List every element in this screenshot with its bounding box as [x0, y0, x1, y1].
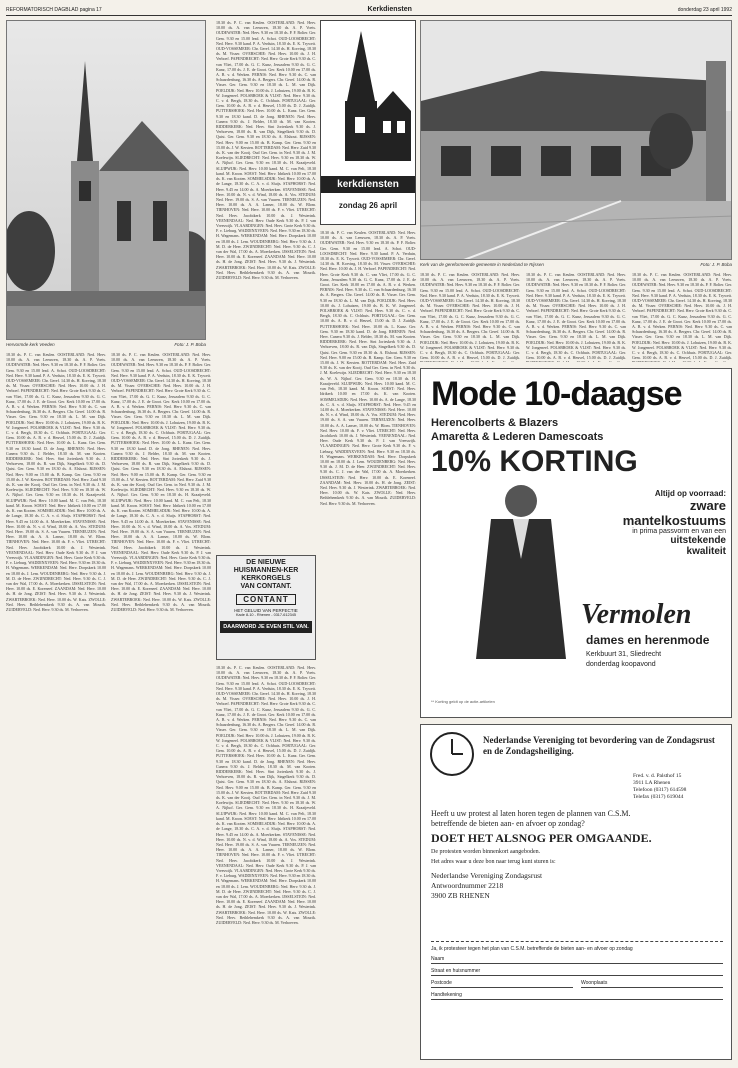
column-2: [111, 352, 211, 1060]
ad-contant-line3: KERKORGELS: [241, 575, 291, 582]
paper-name: REFORMATORISCH DAGBLAD pagina 17: [6, 6, 102, 13]
column-1: [6, 352, 106, 1060]
kerkdiensten-banner: [320, 20, 416, 225]
form-name-field[interactable]: [431, 952, 723, 964]
zondag-org2: Antwoordnummer 2218: [431, 881, 504, 890]
column-4: [320, 230, 416, 1060]
form-signature-field[interactable]: [431, 988, 723, 1000]
section-title: Kerkdiensten: [367, 6, 412, 13]
form-name-label: Naam: [431, 956, 445, 962]
caption-text-right: Kerk van de gereformeerde gemeente in Nederland te Rijssen: [420, 262, 544, 267]
column-3-text: 18.30 ds. P. C. van Keulen. OOSTERLAND: Ned. Herv. 10.00 ds. A. van Leeuwen, 18.30 ds. A. P. Voets. OUDEWATER: Ned. Herv. 9.30 en 18.30 ds. P. F. Bolier. Ger. Gem. 9.30 en 15.00 lezd. A. Schot. OUD-LOOSDRECHT: Ned. Herv. 9.30 kand. P. A. Verduin, 18.30 ds. E. K. Tryweit. OUD-VOSSEMEER: Chr. Geref. 14.30 ds. H. Korving, 18.30 ds. M. Visser. OVERSCHIE: Ned. Herv. 10.00 ds. J. H. Verboef. PAPENDRECHT: Ned. Herv. Grote Kerk 9.30 ds. C. van Vliet, 17.00 ds. G. C. Kunz, Jeruzalem 9.30 ds. G. C. Kunz, 17.00 ds. J. E. de Groot. Ger. Kerk 10.00 en 17.00 ds. A. B. v. d. Werken. PERNIS: Ned. Herv. 9.30 ds. C. van Schaardenburg, 16.30 ds. A. Bergers. Chr. Geref. 14.00 ds. R. Visser. Ger. Gem. 9.30 en 18.30 ds. L. M. van Dijk. POELDIJK: Ned. Herv. 10.00 ds. J. Lohuizen, 19.00 ds. B. K. W. Jongeneel. POLSBROEK & VLIST: Ned. Herv. 9.30 ds. C. v. d. Bergh, 18.30 ds. C. Ochhuis. PORTUGAAL: Ger. Gem. 10.00 ds. A. B. v. d. Heuvel, 15.00 ds. D. J. Zuidijk. PUTTERSHOEK: Ned. Herv. 10.00 ds. L. Kunz. Ger. Gem. 9.30 en 18.30 kand. D. de Jong. RHENEN: Ned. Herv. Cunera 9.30 ds. J. Belder, 18.30 ds. M. van Kooten. RIDDERKERK: Ned. Herv. Sint Jorieskerk 9.30 ds. J. Verhoeven, 18.00 ds. R. van Dijk, Singelkerk 9.30 ds. D. Quist. Ger. Gem. 9.30 en 18.30 ds. A. Elshout. RIJSSEN: Ned. Herv. 9.00 en 15.00 ds. B. Kamp. Ger. Gem. 9.30 en 15.00 ds. J. W. Kersten. ROTTERDAM: Ned. Herv. Zuid 9.30 ds. K. van der Kooij. Oud Ger. Gem. in Ned. 9.30 ds. J. M. Koelewijn. SLIEDRECHT: Ned. Herv. 9.30 en 18.30 ds. W. A. Nijhof. Ger. Gem. 9.30 en 18.30 ds. H. Kraaijeveld. SLUIPWIJK: Ned. Herv. 10.00 kand. M. C. van Pelt, 18.30 kand. M. Kroon. SOEST: Ned. Herv. Idrikerk 10.00 en 17.00 ds. K. van Kooten. SOMMELSDIJK: Ned. Herv. 10.00 ds. A. de Lange, 18.30 ds. C. A. v. d. Sluijs. STAPHORST: Ned. Herv. 9.45 en 14.00 ds. A. Moerkerken. STAVENISSE: Ned. Herv. 10.00 ds. N. v. d. Wind, 18.00 ds. A. Vos. STEDUM: Ned. Herv. 19.00 ds. S. A. van Vuuren. TERNEUZEN: Ned. Herv. 10.00 ds. A. A. Lanser, 18.00 ds. W. Blom. TIENHOVEN: Ned. Herv. 10.00 ds. F. v. Vliet. UTRECHT: Ned. Herv. Jacobikerk 10.00 ds. J. Westerink. VEENENDAAL: Ned. Herv. Oude Kerk 9.30 ds. P. J. van Vreeswijk. VLAARDINGEN: Ned. Herv. Grote Kerk 9.30 ds. F. v. Lieburg. WADDINXVEEN: Ned. Herv. 9.30 en 18.30 ds. H. Wagemans. WERKENDAM: Ned. Herv. Dorpskerk 10.00 en 18.00 ds. J. Lem. WOUDENBERG: Ned. Herv. 9.30 ds. J. M. D. de Heer. ZWIJNDRECHT: Ned. Herv. 9.30 ds. C. J. van der Wal, 17.00 ds. A. Moerkerken. IJSSELSTEIN: Ned. Herv. 10.00 ds. E. Koreneef. ZAANDAM: Ned. Herv. 10.00 ds. H. de Jong. ZEIST: Ned. Herv. 9.30 ds. J. Westerink. ZWARTEBROEK: Ned. Herv. 10.00 ds. W. Kats. ZWOLLE: Ned. Herv. Bethlehemkerk 9.30 ds. A. van Mourik. ZUIDERVELD: Ned. Herv. 9.30 ds. M. Verhoeven.: [216, 20, 316, 280]
zondag-fax: Telefax (0317) 619044: [633, 794, 684, 800]
church-photo-right: [420, 20, 732, 260]
vermolen-promo1: Altijd op voorraad:: [654, 489, 726, 498]
vermolen-promo2: zware mantelkostuums: [622, 498, 726, 528]
column-4-text: 18.30 ds. P. C. van Keulen. OOSTERLAND: Ned. Herv. 10.00 ds. A. van Leeuwen, 18.30 ds. A. P. Voets. OUDEWATER: Ned. Herv. 9.30 en 18.30 ds. P. F. Bolier. Ger. Gem. 9.30 en 15.00 lezd. A. Schot. OUD-LOOSDRECHT: Ned. Herv. 9.30 kand. P. A. Verduin, 18.30 ds. E. K. Tryweit. OUD-VOSSEMEER: Chr. Geref. 14.30 ds. H. Korving, 18.30 ds. M. Visser. OVERSCHIE: Ned. Herv. 10.00 ds. J. H. Verboef. PAPENDRECHT: Ned. Herv. Grote Kerk 9.30 ds. C. van Vliet, 17.00 ds. G. C. Kunz, Jeruzalem 9.30 ds. G. C. Kunz, 17.00 ds. J. E. de Groot. Ger. Kerk 10.00 en 17.00 ds. A. B. v. d. Werken. PERNIS: Ned. Herv. 9.30 ds. C. van Schaardenburg, 16.30 ds. A. Bergers. Chr. Geref. 14.00 ds. R. Visser. Ger. Gem. 9.30 en 18.30 ds. L. M. van Dijk. POELDIJK: Ned. Herv. 10.00 ds. J. Lohuizen, 19.00 ds. B. K. W. Jongeneel. POLSBROEK & VLIST: Ned. Herv. 9.30 ds. C. v. d. Bergh, 18.30 ds. C. Ochhuis. PORTUGAAL: Ger. Gem. 10.00 ds. A. B. v. d. Heuvel, 15.00 ds. D. J. Zuidijk. PUTTERSHOEK: Ned. Herv. 10.00 ds. L. Kunz. Ger. Gem. 9.30 en 18.30 kand. D. de Jong. RHENEN: Ned. Herv. Cunera 9.30 ds. J. Belder, 18.30 ds. M. van Kooten. RIDDERKERK: Ned. Herv. Sint Jorieskerk 9.30 ds. J. Verhoeven, 18.00 ds. R. van Dijk, Singelkerk 9.30 ds. D. Quist. Ger. Gem. 9.30 en 18.30 ds. A. Elshout. RIJSSEN: Ned. Herv. 9.00 en 15.00 ds. B. Kamp. Ger. Gem. 9.30 en 15.00 ds. J. W. Kersten. ROTTERDAM: Ned. Herv. Zuid 9.30 ds. K. van der Kooij. Oud Ger. Gem. in Ned. 9.30 ds. J. M. Koelewijn. SLIEDRECHT: Ned. Herv. 9.30 en 18.30 ds. W. A. Nijhof. Ger. Gem. 9.30 en 18.30 ds. H. Kraaijeveld. SLUIPWIJK: Ned. Herv. 10.00 kand. M. C. van Pelt, 18.30 kand. M. Kroon. SOEST: Ned. Herv. Idrikerk 10.00 en 17.00 ds. K. van Kooten. SOMMELSDIJK: Ned. Herv. 10.00 ds. A. de Lange, 18.30 ds. C. A. v. d. Sluijs. STAPHORST: Ned. Herv. 9.45 en 14.00 ds. A. Moerkerken. STAVENISSE: Ned. Herv. 10.00 ds. N. v. d. Wind, 18.00 ds. A. Vos. STEDUM: Ned. Herv. 19.00 ds. S. A. van Vuuren. TERNEUZEN: Ned. Herv. 10.00 ds. A. A. Lanser, 18.00 ds. W. Blom. TIENHOVEN: Ned. Herv. 10.00 ds. F. v. Vliet. UTRECHT: Ned. Herv. Jacobikerk 10.00 ds. J. Westerink. VEENENDAAL: Ned. Herv. Oude Kerk 9.30 ds. P. J. van Vreeswijk. VLAARDINGEN: Ned. Herv. Grote Kerk 9.30 ds. F. v. Lieburg. WADDINXVEEN: Ned. Herv. 9.30 en 18.30 ds. H. Wagemans. WERKENDAM: Ned. Herv. Dorpskerk 10.00 en 18.00 ds. J. Lem. WOUDENBERG: Ned. Herv. 9.30 ds. J. M. D. de Heer. ZWIJNDRECHT: Ned. Herv. 9.30 ds. C. J. van der Wal, 17.00 ds. A. Moerkerken. IJSSELSTEIN: Ned. Herv. 10.00 ds. E. Koreneef. ZAANDAM: Ned. Herv. 10.00 ds. H. de Jong. ZEIST: Ned. Herv. 9.30 ds. J. Westerink. ZWARTEBROEK: Ned. Herv. 10.00 ds. W. Kats. ZWOLLE: Ned. Herv. Bethlehemkerk 9.30 ds. A. van Mourik. ZUIDERVELD: Ned. Herv. 9.30 ds. M. Verhoeven.: [320, 230, 416, 506]
photo-left-caption: [6, 342, 206, 347]
column-3b-text: 18.30 ds. P. C. van Keulen. OOSTERLAND: Ned. Herv. 10.00 ds. A. van Leeuwen, 18.30 ds. A. P. Voets. OUDEWATER: Ned. Herv. 9.30 en 18.30 ds. P. F. Bolier. Ger. Gem. 9.30 en 15.00 lezd. A. Schot. OUD-LOOSDRECHT: Ned. Herv. 9.30 kand. P. A. Verduin, 18.30 ds. E. K. Tryweit. OUD-VOSSEMEER: Chr. Geref. 14.30 ds. H. Korving, 18.30 ds. M. Visser. OVERSCHIE: Ned. Herv. 10.00 ds. J. H. Verboef. PAPENDRECHT: Ned. Herv. Grote Kerk 9.30 ds. C. van Vliet, 17.00 ds. G. C. Kunz, Jeruzalem 9.30 ds. G. C. Kunz, 17.00 ds. J. E. de Groot. Ger. Kerk 10.00 en 17.00 ds. A. B. v. d. Werken. PERNIS: Ned. Herv. 9.30 ds. C. van Schaardenburg, 16.30 ds. A. Bergers. Chr. Geref. 14.00 ds. R. Visser. Ger. Gem. 9.30 en 18.30 ds. L. M. van Dijk. POELDIJK: Ned. Herv. 10.00 ds. J. Lohuizen, 19.00 ds. B. K. W. Jongeneel. POLSBROEK & VLIST: Ned. Herv. 9.30 ds. C. v. d. Bergh, 18.30 ds. C. Ochhuis. PORTUGAAL: Ger. Gem. 10.00 ds. A. B. v. d. Heuvel, 15.00 ds. D. J. Zuidijk. PUTTERSHOEK: Ned. Herv. 10.00 ds. L. Kunz. Ger. Gem. 9.30 en 18.30 kand. D. de Jong. RHENEN: Ned. Herv. Cunera 9.30 ds. J. Belder, 18.30 ds. M. van Kooten. RIDDERKERK: Ned. Herv. Sint Jorieskerk 9.30 ds. J. Verhoeven, 18.00 ds. R. van Dijk, Singelkerk 9.30 ds. D. Quist. Ger. Gem. 9.30 en 18.30 ds. A. Elshout. RIJSSEN: Ned. Herv. 9.00 en 15.00 ds. B. Kamp. Ger. Gem. 9.30 en 15.00 ds. J. W. Kersten. ROTTERDAM: Ned. Herv. Zuid 9.30 ds. K. van der Kooij. Oud Ger. Gem. in Ned. 9.30 ds. J. M. Koelewijn. SLIEDRECHT: Ned. Herv. 9.30 en 18.30 ds. W. A. Nijhof. Ger. Gem. 9.30 en 18.30 ds. H. Kraaijeveld. SLUIPWIJK: Ned. Herv. 10.00 kand. M. C. van Pelt, 18.30 kand. M. Kroon. SOEST: Ned. Herv. Idrikerk 10.00 en 17.00 ds. K. van Kooten. SOMMELSDIJK: Ned. Herv. 10.00 ds. A. de Lange, 18.30 ds. C. A. v. d. Sluijs. STAPHORST: Ned. Herv. 9.45 en 14.00 ds. A. Moerkerken. STAVENISSE: Ned. Herv. 10.00 ds. N. v. d. Wind, 18.00 ds. A. Vos. STEDUM: Ned. Herv. 19.00 ds. S. A. van Vuuren. TERNEUZEN: Ned. Herv. 10.00 ds. A. A. Lanser, 18.00 ds. W. Blom. TIENHOVEN: Ned. Herv. 10.00 ds. F. v. Vliet. UTRECHT: Ned. Herv. Jacobikerk 10.00 ds. J. Westerink. VEENENDAAL: Ned. Herv. Oude Kerk 9.30 ds. P. J. van Vreeswijk. VLAARDINGEN: Ned. Herv. Grote Kerk 9.30 ds. F. v. Lieburg. WADDINXVEEN: Ned. Herv. 9.30 en 18.30 ds. H. Wagemans. WERKENDAM: Ned. Herv. Dorpskerk 10.00 en 18.00 ds. J. Lem. WOUDENBERG: Ned. Herv. 9.30 ds. J. M. D. de Heer. ZWIJNDRECHT: Ned. Herv. 9.30 ds. C. J. van der Wal, 17.00 ds. A. Moerkerken. IJSSELSTEIN: Ned. Herv. 10.00 ds. E. Koreneef. ZAANDAM: Ned. Herv. 10.00 ds. H. de Jong. ZEIST: Ned. Herv. 9.30 ds. J. Westerink. ZWARTEBROEK: Ned. Herv. 10.00 ds. W. Kats. ZWOLLE: Ned. Herv. Bethlehemkerk 9.30 ds. A. van Mourik. ZUIDERVELD: Ned. Herv. 9.30 ds. M. Verhoeven.: [216, 665, 316, 925]
vermolen-sub2: Amaretta & Lederen Damescoats: [431, 431, 604, 443]
church-icon: [321, 21, 416, 171]
column-3b: [216, 665, 316, 1060]
form-place-field[interactable]: [581, 976, 723, 988]
zondag-addr2: 3911 LA Rhenen: [633, 780, 671, 786]
column-2-text: 18.30 ds. P. C. van Keulen. OOSTERLAND: Ned. Herv. 10.00 ds. A. van Leeuwen, 18.30 ds. A. P. Voets. OUDEWATER: Ned. Herv. 9.30 en 18.30 ds. P. F. Bolier. Ger. Gem. 9.30 en 15.00 lezd. A. Schot. OUD-LOOSDRECHT: Ned. Herv. 9.30 kand. P. A. Verduin, 18.30 ds. E. K. Tryweit. OUD-VOSSEMEER: Chr. Geref. 14.30 ds. H. Korving, 18.30 ds. M. Visser. OVERSCHIE: Ned. Herv. 10.00 ds. J. H. Verboef. PAPENDRECHT: Ned. Herv. Grote Kerk 9.30 ds. C. van Vliet, 17.00 ds. G. C. Kunz, Jeruzalem 9.30 ds. G. C. Kunz, 17.00 ds. J. E. de Groot. Ger. Kerk 10.00 en 17.00 ds. A. B. v. d. Werken. PERNIS: Ned. Herv. 9.30 ds. C. van Schaardenburg, 16.30 ds. A. Bergers. Chr. Geref. 14.00 ds. R. Visser. Ger. Gem. 9.30 en 18.30 ds. L. M. van Dijk. POELDIJK: Ned. Herv. 10.00 ds. J. Lohuizen, 19.00 ds. B. K. W. Jongeneel. POLSBROEK & VLIST: Ned. Herv. 9.30 ds. C. v. d. Bergh, 18.30 ds. C. Ochhuis. PORTUGAAL: Ger. Gem. 10.00 ds. A. B. v. d. Heuvel, 15.00 ds. D. J. Zuidijk. PUTTERSHOEK: Ned. Herv. 10.00 ds. L. Kunz. Ger. Gem. 9.30 en 18.30 kand. D. de Jong. RHENEN: Ned. Herv. Cunera 9.30 ds. J. Belder, 18.30 ds. M. van Kooten. RIDDERKERK: Ned. Herv. Sint Jorieskerk 9.30 ds. J. Verhoeven, 18.00 ds. R. van Dijk, Singelkerk 9.30 ds. D. Quist. Ger. Gem. 9.30 en 18.30 ds. A. Elshout. RIJSSEN: Ned. Herv. 9.00 en 15.00 ds. B. Kamp. Ger. Gem. 9.30 en 15.00 ds. J. W. Kersten. ROTTERDAM: Ned. Herv. Zuid 9.30 ds. K. van der Kooij. Oud Ger. Gem. in Ned. 9.30 ds. J. M. Koelewijn. SLIEDRECHT: Ned. Herv. 9.30 en 18.30 ds. W. A. Nijhof. Ger. Gem. 9.30 en 18.30 ds. H. Kraaijeveld. SLUIPWIJK: Ned. Herv. 10.00 kand. M. C. van Pelt, 18.30 kand. M. Kroon. SOEST: Ned. Herv. Idrikerk 10.00 en 17.00 ds. K. van Kooten. SOMMELSDIJK: Ned. Herv. 10.00 ds. A. de Lange, 18.30 ds. C. A. v. d. Sluijs. STAPHORST: Ned. Herv. 9.45 en 14.00 ds. A. Moerkerken. STAVENISSE: Ned. Herv. 10.00 ds. N. v. d. Wind, 18.00 ds. A. Vos. STEDUM: Ned. Herv. 19.00 ds. S. A. van Vuuren. TERNEUZEN: Ned. Herv. 10.00 ds. A. A. Lanser, 18.00 ds. W. Blom. TIENHOVEN: Ned. Herv. 10.00 ds. F. v. Vliet. UTRECHT: Ned. Herv. Jacobikerk 10.00 ds. J. Westerink. VEENENDAAL: Ned. Herv. Oude Kerk 9.30 ds. P. J. van Vreeswijk. VLAARDINGEN: Ned. Herv. Grote Kerk 9.30 ds. F. v. Lieburg. WADDINXVEEN: Ned. Herv. 9.30 en 18.30 ds. H. Wagemans. WERKENDAM: Ned. Herv. Dorpskerk 10.00 en 18.00 ds. J. Lem. WOUDENBERG: Ned. Herv. 9.30 ds. J. M. D. de Heer. ZWIJNDRECHT: Ned. Herv. 9.30 ds. C. J. van der Wal, 17.00 ds. A. Moerkerken. IJSSELSTEIN: Ned. Herv. 10.00 ds. E. Koreneef. ZAANDAM: Ned. Herv. 10.00 ds. H. de Jong. ZEIST: Ned. Herv. 9.30 ds. J. Westerink. ZWARTEBROEK: Ned. Herv. 10.00 ds. W. Kats. ZWOLLE: Ned. Herv. Bethlehemkerk 9.30 ds. A. van Mourik. ZUIDERVELD: Ned. Herv. 9.30 ds. M. Verhoeven.: [111, 352, 211, 612]
vermolen-discount: 10% KORTING: [431, 445, 638, 478]
ad-contant-organs: [216, 555, 316, 660]
ad-contant-line4: VAN CONTANT.: [240, 583, 292, 590]
zondag-title: Nederlandse Vereniging tot bevordering van de Zondagsrust en de Zondagsheiliging.: [483, 735, 715, 756]
vermolen-promo3: in prima passvorm en van een: [632, 528, 726, 535]
vermolen-brand-sub: dames en herenmode: [586, 633, 710, 647]
column-6: [526, 272, 626, 362]
vermolen-promo4: uitstekende: [670, 535, 726, 546]
zondag-phone: Telefoon (0317) 614598: [633, 787, 687, 793]
column-7-text: 18.30 ds. P. C. van Keulen. OOSTERLAND: Ned. Herv. 10.00 ds. A. van Leeuwen, 18.30 ds. A. P. Voets. OUDEWATER: Ned. Herv. 9.30 en 18.30 ds. P. F. Bolier. Ger. Gem. 9.30 en 15.00 lezd. A. Schot. OUD-LOOSDRECHT: Ned. Herv. 9.30 kand. P. A. Verduin, 18.30 ds. E. K. Tryweit. OUD-VOSSEMEER: Chr. Geref. 14.30 ds. H. Korving, 18.30 ds. M. Visser. OVERSCHIE: Ned. Herv. 10.00 ds. J. H. Verboef. PAPENDRECHT: Ned. Herv. Grote Kerk 9.30 ds. C. van Vliet, 17.00 ds. G. C. Kunz, Jeruzalem 9.30 ds. G. C. Kunz, 17.00 ds. J. E. de Groot. Ger. Kerk 10.00 en 17.00 ds. A. B. v. d. Werken. PERNIS: Ned. Herv. 9.30 ds. C. van Schaardenburg, 16.30 ds. A. Bergers. Chr. Geref. 14.00 ds. R. Visser. Ger. Gem. 9.30 en 18.30 ds. L. M. van Dijk. POELDIJK: Ned. Herv. 10.00 ds. J. Lohuizen, 19.00 ds. B. K. W. Jongeneel. POLSBROEK & VLIST: Ned. Herv. 9.30 ds. C. v. d. Bergh, 18.30 ds. C. Ochhuis. PORTUGAAL: Ger. Gem. 10.00 ds. A. B. v. d. Heuvel, 15.00 ds. D. J. Zuidijk.: [632, 272, 732, 361]
zondag-protest2: betreffende de bieten aan- en afvoer op zondag?: [431, 819, 585, 828]
ad-contant-line2: HUISMANNEN-KER: [233, 567, 299, 574]
column-7: [632, 272, 732, 362]
model-illustration: [461, 479, 581, 659]
ad-contant-line1: DE NIEUWE: [246, 559, 286, 566]
column-1-text: 18.30 ds. P. C. van Keulen. OOSTERLAND: Ned. Herv. 10.00 ds. A. van Leeuwen, 18.30 ds. A. P. Voets. OUDEWATER: Ned. Herv. 9.30 en 18.30 ds. P. F. Bolier. Ger. Gem. 9.30 en 15.00 lezd. A. Schot. OUD-LOOSDRECHT: Ned. Herv. 9.30 kand. P. A. Verduin, 18.30 ds. E. K. Tryweit. OUD-VOSSEMEER: Chr. Geref. 14.30 ds. H. Korving, 18.30 ds. M. Visser. OVERSCHIE: Ned. Herv. 10.00 ds. J. H. Verboef. PAPENDRECHT: Ned. Herv. Grote Kerk 9.30 ds. C. van Vliet, 17.00 ds. G. C. Kunz, Jeruzalem 9.30 ds. G. C. Kunz, 17.00 ds. J. E. de Groot. Ger. Kerk 10.00 en 17.00 ds. A. B. v. d. Werken. PERNIS: Ned. Herv. 9.30 ds. C. van Schaardenburg, 16.30 ds. A. Bergers. Chr. Geref. 14.00 ds. R. Visser. Ger. Gem. 9.30 en 18.30 ds. L. M. van Dijk. POELDIJK: Ned. Herv. 10.00 ds. J. Lohuizen, 19.00 ds. B. K. W. Jongeneel. POLSBROEK & VLIST: Ned. Herv. 9.30 ds. C. v. d. Bergh, 18.30 ds. C. Ochhuis. PORTUGAAL: Ger. Gem. 10.00 ds. A. B. v. d. Heuvel, 15.00 ds. D. J. Zuidijk. PUTTERSHOEK: Ned. Herv. 10.00 ds. L. Kunz. Ger. Gem. 9.30 en 18.30 kand. D. de Jong. RHENEN: Ned. Herv. Cunera 9.30 ds. J. Belder, 18.30 ds. M. van Kooten. RIDDERKERK: Ned. Herv. Sint Jorieskerk 9.30 ds. J. Verhoeven, 18.00 ds. R. van Dijk, Singelkerk 9.30 ds. D. Quist. Ger. Gem. 9.30 en 18.30 ds. A. Elshout. RIJSSEN: Ned. Herv. 9.00 en 15.00 ds. B. Kamp. Ger. Gem. 9.30 en 15.00 ds. J. W. Kersten. ROTTERDAM: Ned. Herv. Zuid 9.30 ds. K. van der Kooij. Oud Ger. Gem. in Ned. 9.30 ds. J. M. Koelewijn. SLIEDRECHT: Ned. Herv. 9.30 en 18.30 ds. W. A. Nijhof. Ger. Gem. 9.30 en 18.30 ds. H. Kraaijeveld. SLUIPWIJK: Ned. Herv. 10.00 kand. M. C. van Pelt, 18.30 kand. M. Kroon. SOEST: Ned. Herv. Idrikerk 10.00 en 17.00 ds. K. van Kooten. SOMMELSDIJK: Ned. Herv. 10.00 ds. A. de Lange, 18.30 ds. C. A. v. d. Sluijs. STAPHORST: Ned. Herv. 9.45 en 14.00 ds. A. Moerkerken. STAVENISSE: Ned. Herv. 10.00 ds. N. v. d. Wind, 18.00 ds. A. Vos. STEDUM: Ned. Herv. 19.00 ds. S. A. van Vuuren. TERNEUZEN: Ned. Herv. 10.00 ds. A. A. Lanser, 18.00 ds. W. Blom. TIENHOVEN: Ned. Herv. 10.00 ds. F. v. Vliet. UTRECHT: Ned. Herv. Jacobikerk 10.00 ds. J. Westerink. VEENENDAAL: Ned. Herv. Oude Kerk 9.30 ds. P. J. van Vreeswijk. VLAARDINGEN: Ned. Herv. Grote Kerk 9.30 ds. F. v. Lieburg. WADDINXVEEN: Ned. Herv. 9.30 en 18.30 ds. H. Wagemans. WERKENDAM: Ned. Herv. Dorpskerk 10.00 en 18.00 ds. J. Lem. WOUDENBERG: Ned. Herv. 9.30 ds. J. M. D. de Heer. ZWIJNDRECHT: Ned. Herv. 9.30 ds. C. J. van der Wal, 17.00 ds. A. Moerkerken. IJSSELSTEIN: Ned. Herv. 10.00 ds. E. Koreneef. ZAANDAM: Ned. Herv. 10.00 ds. H. de Jong. ZEIST: Ned. Herv. 9.30 ds. J. Westerink. ZWARTEBROEK: Ned. Herv. 10.00 ds. W. Kats. ZWOLLE: Ned. Herv. Bethlehemkerk 9.30 ds. A. van Mourik. ZUIDERVELD: Ned. Herv. 9.30 ds. M. Verhoeven.: [6, 352, 106, 612]
vermolen-promo5: kwaliteit: [686, 546, 726, 557]
banner-subtitle: zondag 26 april: [338, 201, 398, 210]
column-5-text: 18.30 ds. P. C. van Keulen. OOSTERLAND: Ned. Herv. 10.00 ds. A. van Leeuwen, 18.30 ds. A. P. Voets. OUDEWATER: Ned. Herv. 9.30 en 18.30 ds. P. F. Bolier. Ger. Gem. 9.30 en 15.00 lezd. A. Schot. OUD-LOOSDRECHT: Ned. Herv. 9.30 kand. P. A. Verduin, 18.30 ds. E. K. Tryweit. OUD-VOSSEMEER: Chr. Geref. 14.30 ds. H. Korving, 18.30 ds. M. Visser. OVERSCHIE: Ned. Herv. 10.00 ds. J. H. Verboef. PAPENDRECHT: Ned. Herv. Grote Kerk 9.30 ds. C. van Vliet, 17.00 ds. G. C. Kunz, Jeruzalem 9.30 ds. G. C. Kunz, 17.00 ds. J. E. de Groot. Ger. Kerk 10.00 en 17.00 ds. A. B. v. d. Werken. PERNIS: Ned. Herv. 9.30 ds. C. van Schaardenburg, 16.30 ds. A. Bergers. Chr. Geref. 14.00 ds. R. Visser. Ger. Gem. 9.30 en 18.30 ds. L. M. van Dijk. POELDIJK: Ned. Herv. 10.00 ds. J. Lohuizen, 19.00 ds. B. K. W. Jongeneel. POLSBROEK & VLIST: Ned. Herv. 9.30 ds. C. v. d. Bergh, 18.30 ds. C. Ochhuis. PORTUGAAL: Ger. Gem. 10.00 ds. A. B. v. d. Heuvel, 15.00 ds. D. J. Zuidijk.: [420, 272, 520, 361]
vermolen-address1: Kerkbuurt 31, Sliedrecht: [586, 651, 662, 658]
vermolen-fine: ** Korting geldt op de actie-artikelen: [431, 699, 495, 704]
zondag-body2: Het adres waar u deze bon naar terug kunt sturen is:: [431, 859, 556, 865]
banner-title: kerkdiensten: [321, 176, 415, 193]
photo-right-caption: [420, 262, 732, 267]
vermolen-headline: Mode 10-daagse: [431, 375, 682, 413]
page-header: [6, 4, 732, 16]
zondag-protest1: Heeft u uw protest al laten horen tegen de plannen van C.S.M.: [431, 809, 631, 818]
caption-text: Hervormde kerk Veeden: [6, 342, 55, 347]
ad-contant-tagline: HET GELUID VAN PERFECTIE: [234, 608, 298, 613]
vermolen-address2: donderdag koopavond: [586, 661, 656, 668]
church-photo-left: [6, 20, 206, 340]
zondag-org3: 3900 ZB RHENEN: [431, 891, 490, 900]
photo-credit: Foto: J. P. Boba: [174, 342, 206, 347]
form-street-label: Straat en huisnummer: [431, 968, 481, 974]
zondag-cta: DOET HET ALSNOG PER OMGAANDE.: [431, 831, 652, 845]
column-3: [216, 20, 316, 550]
ad-vermolen-mode: [420, 368, 732, 718]
clock-logo-icon: [429, 731, 475, 777]
form-postcode-field[interactable]: [431, 976, 573, 988]
form-postcode-label: Postcode: [431, 980, 452, 986]
issue-date: donderdag 23 april 1992: [677, 6, 732, 13]
zondag-form-intro: Ja, ik protesteer tegen het plan van C.S.M. betreffende de bieten aan- en afvoer op zondag: [431, 946, 633, 952]
ad-contant-address: Kade 8-10 - Rhenen - 0317-612345: [236, 613, 296, 617]
vermolen-brand: Vermolen: [581, 599, 692, 630]
column-6-text: 18.30 ds. P. C. van Keulen. OOSTERLAND: Ned. Herv. 10.00 ds. A. van Leeuwen, 18.30 ds. A. P. Voets. OUDEWATER: Ned. Herv. 9.30 en 18.30 ds. P. F. Bolier. Ger. Gem. 9.30 en 15.00 lezd. A. Schot. OUD-LOOSDRECHT: Ned. Herv. 9.30 kand. P. A. Verduin, 18.30 ds. E. K. Tryweit. OUD-VOSSEMEER: Chr. Geref. 14.30 ds. H. Korving, 18.30 ds. M. Visser. OVERSCHIE: Ned. Herv. 10.00 ds. J. H. Verboef. PAPENDRECHT: Ned. Herv. Grote Kerk 9.30 ds. C. van Vliet, 17.00 ds. G. C. Kunz, Jeruzalem 9.30 ds. G. C. Kunz, 17.00 ds. J. E. de Groot. Ger. Kerk 10.00 en 17.00 ds. A. B. v. d. Werken. PERNIS: Ned. Herv. 9.30 ds. C. van Schaardenburg, 16.30 ds. A. Bergers. Chr. Geref. 14.00 ds. R. Visser. Ger. Gem. 9.30 en 18.30 ds. L. M. van Dijk. POELDIJK: Ned. Herv. 10.00 ds. J. Lohuizen, 19.00 ds. B. K. W. Jongeneel. POLSBROEK & VLIST: Ned. Herv. 9.30 ds. C. v. d. Bergh, 18.30 ds. C. Ochhuis. PORTUGAAL: Ger. Gem. 10.00 ds. A. B. v. d. Heuvel, 15.00 ds. D. J. Zuidijk.: [526, 272, 626, 361]
form-street-field[interactable]: [431, 964, 723, 976]
form-place-label: Woonplaats: [581, 980, 608, 986]
ad-contant-logo: CONTANT: [236, 594, 296, 605]
column-5: [420, 272, 520, 362]
form-signature-label: Handtekening: [431, 992, 462, 998]
zondag-addr1: Fred. v. d. Palsthof 15: [633, 773, 682, 779]
ad-zondagsrust: [420, 724, 732, 1060]
zondag-body1: De protesten worden binnenkort aangeboden.: [431, 849, 541, 855]
vermolen-sub1: Herencolberts & Blazers: [431, 417, 559, 429]
ad-contant-slogan: DAARWORD JE EVEN STIL VAN.: [220, 621, 312, 633]
photo-credit-right: Foto: J. P. Boba: [700, 262, 732, 267]
zondag-org1: Nederlandse Vereniging Zondagsrust: [431, 871, 543, 880]
